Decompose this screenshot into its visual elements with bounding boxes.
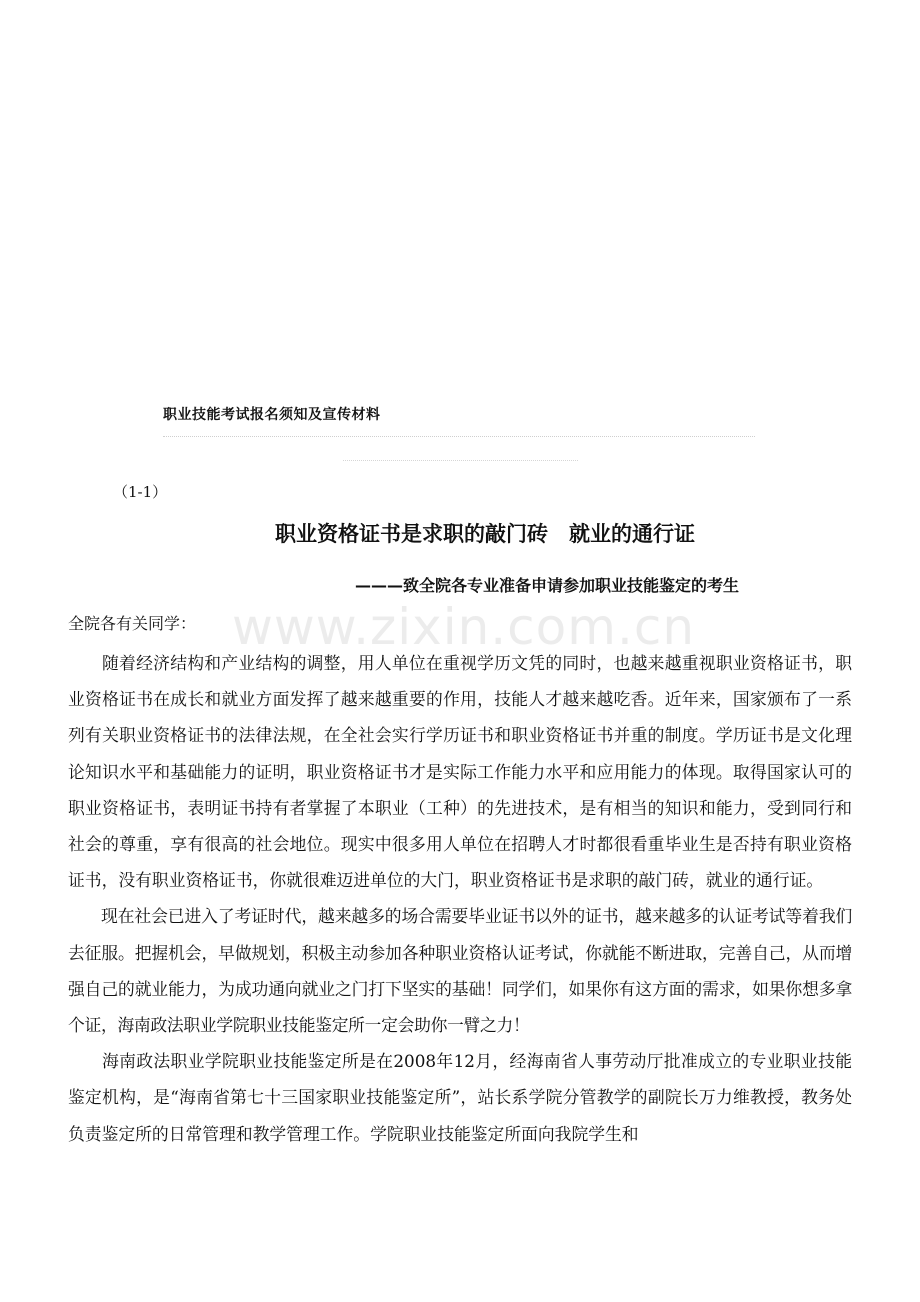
paragraph-2: 现在社会已进入了考证时代，越来越多的场合需要毕业证书以外的证书，越来越多的认证考试等着我们去征服。把握机会，早做规划，积极主动参加各种职业资格认证考试，你就能不断进取，完善自己，从而增强自己的就业能力，为成功通向就业之门打下坚实的基础！同学们，如果你有这方面的需求，如果你想多拿个证，海南政法职业学院职业技能鉴定所一定会助你一臂之力！ <box>68 906 852 1036</box>
header-divider-short <box>343 460 578 461</box>
salutation: 全院各有关同学： <box>68 614 197 633</box>
document-header-title: 职业技能考试报名须知及宣传材料 <box>163 407 381 423</box>
watermark: www.zixin.com.cn <box>232 598 696 656</box>
article-subtitle: ———致全院各专业准备申请参加职业技能鉴定的考生 <box>354 576 739 595</box>
article-title: 职业资格证书是求职的敲门砖 就业的通行证 <box>275 522 695 546</box>
paragraph-1: 随着经济结构和产业结构的调整，用人单位在重视学历文凭的同时，也越来越重视职业资格证书，职业资格证书在成长和就业方面发挥了越来越重要的作用，技能人才越来越吃香。近年来，国家颁布了一系列有关职业资格证书的法律法规，在全社会实行学历证书和职业资格证书并重的制度。学历证书是文化理论知识水平和基础能力的证明，职业资格证书才是实际工作能力水平和应用能力的体现。取得国家认可的职业资格证书，表明证书持有者掌握了本职业（工种）的先进技术，是有相当的知识和能力，受到同行和社会的尊重，享有很高的社会地位。现实中很多用人单位在招聘人才时都很看重毕业生是否持有职业资格证书，没有职业资格证书，你就很难迈进单位的大门，职业资格证书是求职的敲门砖，就业的通行证。 <box>68 653 852 891</box>
page-number: （1-1） <box>113 483 168 501</box>
paragraph-3: 海南政法职业学院职业技能鉴定所是在2008年12月，经海南省人事劳动厅批准成立的专业职业技能鉴定机构，是“海南省第七十三国家职业技能鉴定所”，站长系学院分管教学的副院长万力维教授，教务处负责鉴定所的日常管理和教学管理工作。学院职业技能鉴定所面向我院学生和 <box>68 1051 852 1144</box>
article-body <box>68 645 852 1152</box>
header-divider <box>163 436 755 437</box>
